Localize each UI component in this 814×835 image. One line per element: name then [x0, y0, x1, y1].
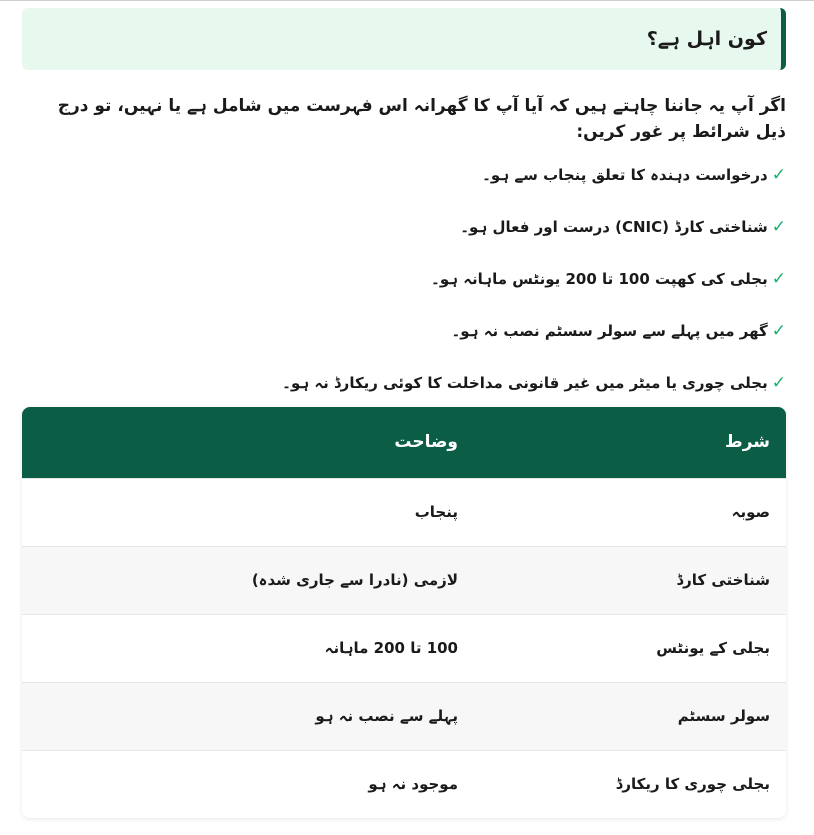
criteria-list	[22, 149, 786, 409]
table-row	[22, 546, 786, 614]
cell-description: پنجاب	[414, 503, 458, 521]
table-row	[22, 478, 786, 546]
header-description: وضاحت	[394, 432, 458, 453]
eligibility-table	[22, 407, 786, 818]
table-body	[22, 478, 786, 818]
cell-condition: بجلی چوری کا ریکارڈ	[615, 775, 770, 794]
check-icon: ✓	[771, 165, 786, 185]
list-item	[22, 201, 786, 253]
list-item	[22, 357, 786, 409]
criteria-text: درخواست دہندہ کا تعلق پنجاب سے ہو۔	[482, 166, 768, 184]
cell-condition: بجلی کے یونٹس	[656, 639, 770, 657]
cell-description: پہلے سے نصب نہ ہو	[315, 707, 458, 725]
section-title: کون اہل ہے؟	[646, 28, 767, 50]
cell-description: 100 تا 200 ماہانہ	[324, 639, 458, 657]
table-header	[22, 407, 786, 478]
table-row	[22, 750, 786, 818]
table-row	[22, 614, 786, 682]
table-header-row	[22, 407, 786, 478]
criteria-text: بجلی چوری یا میٹر میں غیر قانونی مداخلت کا کوئی ریکارڈ نہ ہو۔	[282, 374, 768, 392]
cell-description: لازمی (نادرا سے جاری شدہ)	[251, 571, 458, 589]
table-row	[22, 682, 786, 750]
cell-condition: سولر سسٹم	[677, 707, 770, 725]
list-item	[22, 305, 786, 357]
criteria-text: گھر میں پہلے سے سولر سسٹم نصب نہ ہو۔	[451, 322, 768, 340]
eligibility-table-container	[22, 407, 786, 818]
cell-description: موجود نہ ہو	[368, 775, 458, 794]
check-icon: ✓	[771, 321, 786, 341]
section-heading-box	[22, 8, 786, 70]
header-condition: شرط	[725, 432, 770, 453]
check-icon: ✓	[771, 217, 786, 237]
intro-paragraph: اگر آپ یہ جاننا چاہتے ہیں کہ آیا آپ کا گھرانہ اس فہرست میں شامل ہے یا نہیں، تو درج ذیل شرائط پر غور کریں:	[57, 96, 786, 142]
cell-condition: شناختی کارڈ	[676, 571, 770, 589]
check-icon: ✓	[771, 373, 786, 393]
criteria-text: شناختی کارڈ (CNIC) درست اور فعال ہو۔	[460, 218, 768, 236]
list-item	[22, 149, 786, 201]
criteria-text: بجلی کی کھپت 100 تا 200 یونٹس ماہانہ ہو۔	[431, 270, 768, 288]
cell-condition: صوبہ	[731, 503, 770, 521]
list-item	[22, 253, 786, 305]
check-icon: ✓	[771, 269, 786, 289]
